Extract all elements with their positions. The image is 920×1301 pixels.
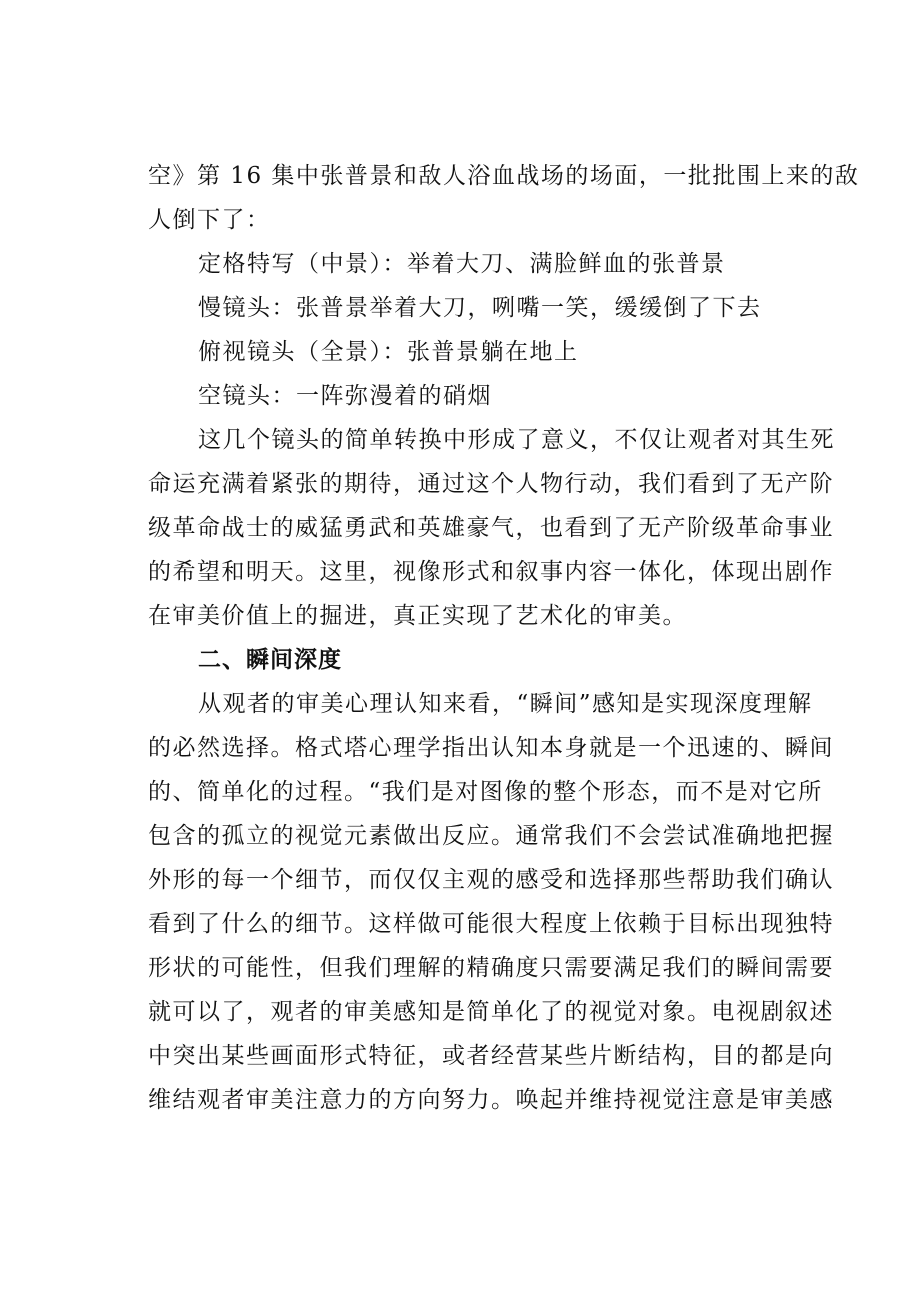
paragraph-line: 外形的每一个细节，而仅仅主观的感受和选择那些帮助我们确认 bbox=[148, 867, 834, 893]
paragraph-line: 命运充满着紧张的期待，通过这个人物行动，我们看到了无产阶 bbox=[148, 471, 834, 497]
shot-list-item: 空镜头：一阵弥漫着的硝烟 bbox=[198, 383, 492, 409]
paragraph-line: 的必然选择。格式塔心理学指出认知本身就是一个迅速的、瞬间 bbox=[148, 735, 834, 761]
paragraph-line: 的希望和明天。这里，视像形式和叙事内容一体化，体现出剧作 bbox=[148, 559, 834, 585]
shot-list-item: 俯视镜头（全景）：张普景躺在地上 bbox=[198, 339, 579, 365]
paragraph-line: 从观者的审美心理认知来看，“瞬间”感知是实现深度理解 bbox=[198, 691, 813, 717]
paragraph-line: 的、简单化的过程。“我们是对图像的整个形态，而不是对它所 bbox=[148, 779, 823, 805]
paragraph-line: 级革命战士的威猛勇武和英雄豪气，也看到了无产阶级革命事业 bbox=[148, 515, 834, 541]
paragraph-line: 在审美价值上的掘进，真正实现了艺术化的审美。 bbox=[148, 603, 687, 629]
paragraph-line: 中突出某些画面形式特征，或者经营某些片断结构，目的都是向 bbox=[148, 1043, 834, 1069]
paragraph-line: 形状的可能性，但我们理解的精确度只需要满足我们的瞬间需要 bbox=[148, 955, 834, 981]
shot-list-item: 定格特写（中景）：举着大刀、满脸鲜血的张普景 bbox=[198, 251, 726, 277]
section-heading: 二、瞬间深度 bbox=[198, 647, 342, 673]
paragraph-line: 就可以了，观者的审美感知是简单化了的视觉对象。电视剧叙述 bbox=[148, 999, 834, 1025]
paragraph-line: 包含的孤立的视觉元素做出反应。通常我们不会尝试准确地把握 bbox=[148, 823, 834, 849]
paragraph-line: 维结观者审美注意力的方向努力。唤起并维持视觉注意是审美感 bbox=[148, 1087, 834, 1113]
shot-list-item: 慢镜头：张普景举着大刀，咧嘴一笑，缓缓倒了下去 bbox=[198, 295, 762, 321]
paragraph-line: 空》第 16 集中张普景和敌人浴血战场的场面，一批批围上来的敌 bbox=[148, 163, 860, 189]
paragraph-line: 人倒下了： bbox=[148, 207, 271, 233]
paragraph-line: 这几个镜头的简单转换中形成了意义，不仅让观者对其生死 bbox=[198, 427, 835, 453]
body-text bbox=[148, 154, 860, 1122]
paragraph-line: 看到了什么的细节。这样做可能很大程度上依赖于目标出现独特 bbox=[148, 911, 834, 937]
